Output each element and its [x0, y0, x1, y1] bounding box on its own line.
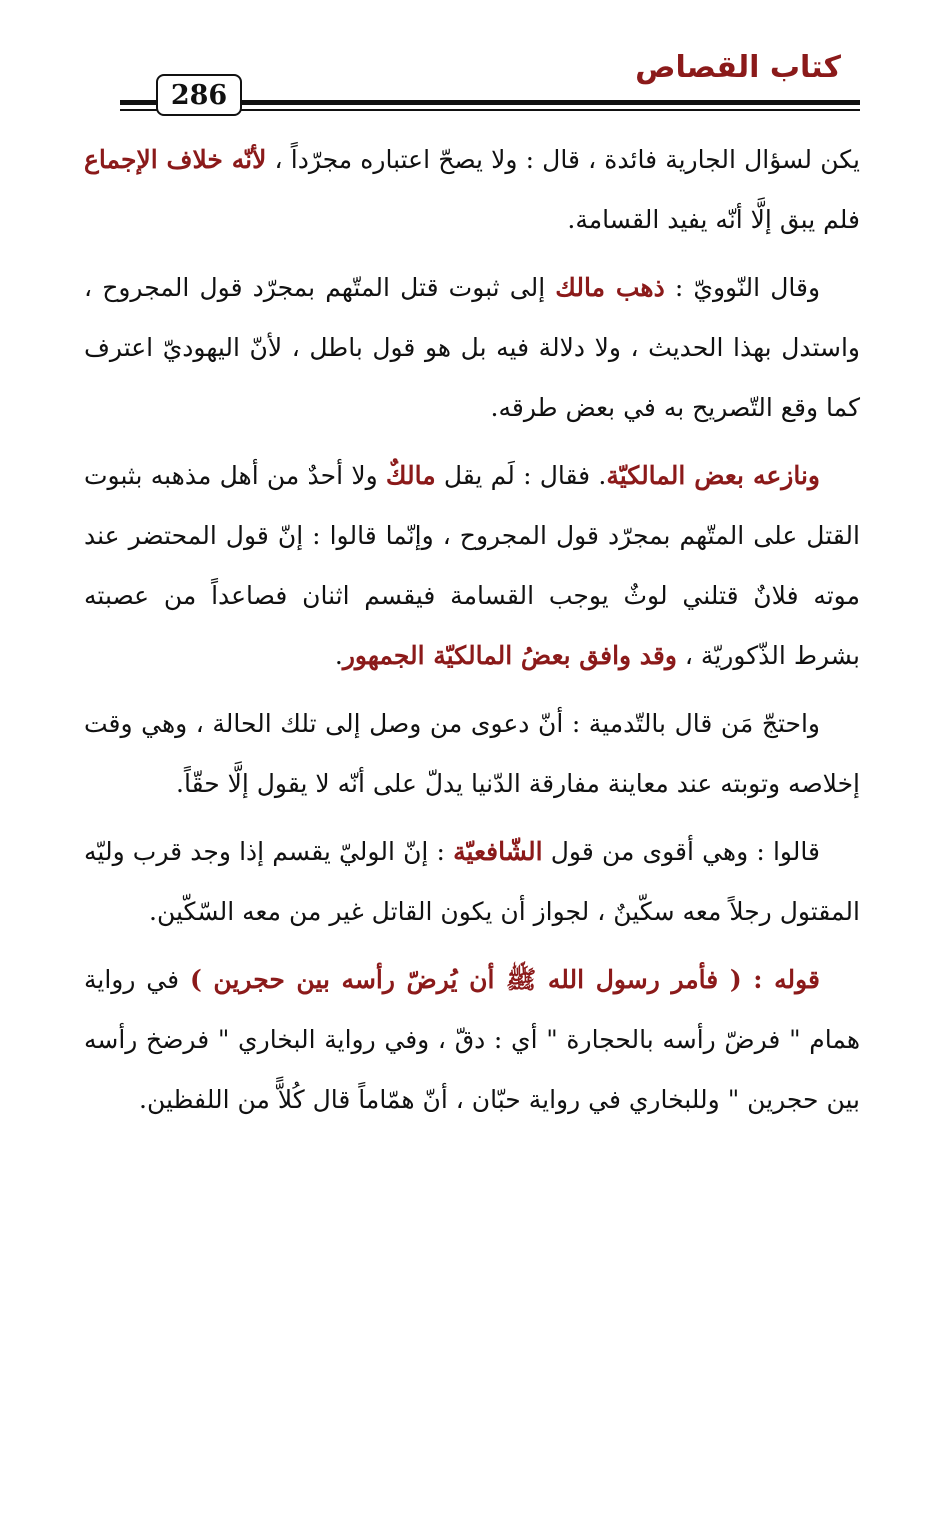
body-text: ولا أحدٌ من أهل مذهبه بثبوت القتل على المتّهم بمجرّد قول المجروح ، وإنّما قالوا : إنّ قول المحتضر عند موته فلانٌ قتلني لوثٌ يوجب القسامة فيقسم اثنان فصاعداً من عصبته بشرط الذّكوريّة ، — [84, 461, 860, 670]
page-body — [84, 130, 860, 1138]
paragraph — [84, 822, 860, 942]
paragraph — [84, 446, 860, 686]
page-header — [0, 0, 945, 120]
highlighted-phrase: الشّافعيّة — [453, 837, 543, 866]
highlighted-phrase: ونازعه بعض المالكيّة — [606, 461, 820, 490]
highlighted-phrase: مالكٌ — [385, 461, 436, 490]
highlighted-phrase: ذهب مالك — [555, 273, 665, 302]
body-text: . — [334, 641, 343, 670]
page-number: 286 — [156, 74, 242, 116]
body-text: : إنّ الوليّ يقسم إذا وجد قرب وليّه المقتول رجلاً معه سكّينٌ ، لجواز أن يكون القاتل غير من معه السّكّين. — [84, 837, 860, 926]
running-title: كتاب القصاص — [635, 50, 841, 85]
body-text: يكن لسؤال الجارية فائدة ، قال : ولا يصحّ اعتباره مجرّداً ، — [266, 145, 860, 174]
paragraph — [84, 950, 860, 1130]
body-text: إلى ثبوت قتل المتّهم بمجرّد قول المجروح ، واستدل بهذا الحديث ، ولا دلالة فيه بل هو قول باطل ، لأنّ اليهوديّ اعترف كما وقع التّصريح به في بعض طرقه. — [84, 273, 860, 422]
highlighted-phrase: وقد وافق بعضُ المالكيّة الجمهور — [342, 641, 677, 670]
body-text: فلم يبق إلَّا أنّه يفيد القسامة. — [567, 205, 860, 234]
highlighted-phrase: لأنّه خلاف الإجماع — [84, 145, 267, 174]
body-text: في رواية همام " فرضّ رأسه بالحجارة " أي : دقّ ، وفي رواية البخاري " فرضخ رأسه بين حجرين " وللبخاري في رواية حبّان ، أنّ همّاماً قال كُلاًّ من اللفظين. — [84, 965, 860, 1114]
body-text: وقال النّوويّ : — [664, 273, 821, 302]
paragraph — [84, 258, 860, 438]
body-text: قالوا : وهي أقوى من قول — [542, 837, 820, 866]
paragraph — [84, 694, 860, 814]
highlighted-phrase: قوله : ( فأمر رسول الله ﷺ أن يُرضّ رأسه بين حجرين ) — [189, 965, 820, 994]
body-text: . فقال : لَم يقل — [435, 461, 607, 490]
body-text: واحتجّ مَن قال بالتّدمية : أنّ دعوى من وصل إلى تلك الحالة ، وهي وقت إخلاصه وتوبته عند معاينة مفارقة الدّنيا يدلّ على أنّه لا يقول إلَّا حقّاً. — [84, 709, 860, 798]
paragraph — [84, 130, 860, 250]
